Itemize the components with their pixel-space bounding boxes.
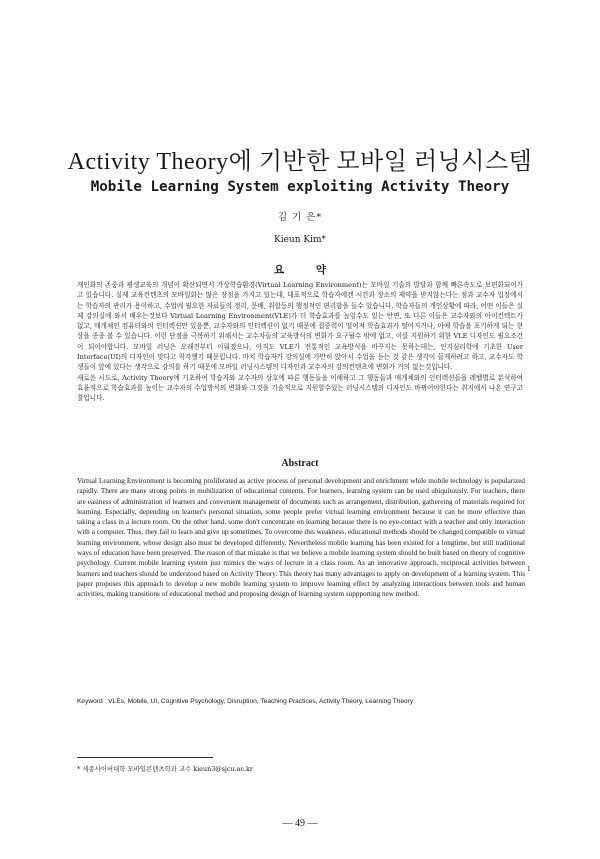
paper-title-korean: Activity Theory에 기반한 모바일 러닝시스템: [67, 149, 533, 175]
author-name-korean: 김 기 은*: [277, 212, 323, 223]
keywords: Keyword : VLEs, Mobile, UI, Cognitive Psychology, Disruption, Teaching Practices, Activity Theory, Learning Theory: [77, 698, 414, 705]
abstract-korean-paragraph-2: 새로운 시도로, Activity Theory에 기초하여 학습자와 교수자의 상호에 따른 행동들을 이해하고 그 행동들과 매개체와의 인터렉션들을 레벨별로 분석하여 효율적으로 학습효과를 높이는 교수자의 수업방식의 변화와 그것을 기술적으로 지원할수있는 러닝시스템의 디자인도 바뀌어야한다는 취지에서 나온 연구고찰입니다.: [77, 373, 523, 403]
margin-mark: 1: [527, 566, 531, 573]
footnote: * 세종사이버대학 모바일콘텐츠학과 교수 kieun3@sjcu.ac.kr: [77, 765, 253, 773]
abstract-heading-english: Abstract: [281, 458, 319, 469]
abstract-korean-paragraph-1: 개인화의 존중과 평생교육의 개념이 확산되면서 가상학습환경(Virtual Learning Environment)는 모바일 기술의 발달과 함께 빠른속도로 보편화되어가고 있습니다. 실제 교육컨텐츠의 모바일화는 많은 장점을 가지고 있는데, 대표적으로 학습자에겐 시간과 장소의 제약을 받지않는다는 점과 교수자 입장에서는 학습자의 관리가 용이하고, 수업에 필요한 자료들의 정리, 문배, 취합등의 행정적인 편리함을 들수 있습니다. 학습자들의 개인상황에 따라, 어떤 이들은 실제 강의실에 와서 배우는것보다 Virtual Learning Environment(VLE)가 더 학습효과를 높일수도 있는 반면, 또 다른 이들은 교수자와의 아이컨텍트가 없고, 매개체인 컴퓨터와의 인터렉션만 있음뿐, 교수자와의 인터렉션이 없기 때문에 집중력이 떨어져 학습효과가 떨어지거나, 아예 학습을 포기하게 되는 현상을 종종 볼 수 있습니다. 이런 단점을 극복하기 위해서는 교수자들의 교육방식의 변화가 요구될수 밖에 없고, 이를 지원하기 위한 VLE 디자인도 필요조건이 되어야합니다. 모바일 러닝은 오래전부터 이뤄졌으나, 아직도 VLE가 전통적인 교육방식을 바꾸지는 못하는데는, 인지심리학에 기초한 User Interface(UI)의 디자인이 맞다고 착각했기 때문입니다. 마치 학습자가 강의실에 가만히 앉아서 수업을 듣는 것 같은 생각이 들게하려고 하고, 교수자도 학생들이 앞에 있다는 생각으로 강의를 하기 때문에 모바일 러닝시스템의 디자인과 교수자의 강의컨텐츠에 변화가 거의 없는것입니다.: [77, 281, 523, 372]
abstract-english-paragraph: Virtual Learning Environment is becoming proliferated as active process of personal development and enrichment while mobile technology is popularized rapidly. There are many strong points in mobilization of educational contents. For learners, learning system can be used ubiquitously. For teachers, there are easiness of administration of learners and convenient management of documents such as arrangement, distribution, gathereing of materials required for learning. Especially, depending on learner's personal situation, some people prefer virtual learning environment because it can be more effective than taking a class in a lecture room. On the other hand, some don't concentrate on learning because there is no eye-contact with a teacher and only interaction with a computer. Thus, they fail to learn and give up sometimes. To overcome this weakness, educational methods should be changed compatible to virtual learning environment, whose design also must be developed differently. Nevertheless mobile learning has been existed for a longtime, but still traditional ways of education have been preserved. The reason of that mistake is that we believe a mobile learning system should be built based on theory of cognitive psychology. Current mobile learning system just mimics the ways of lecture in a class room. As an innovative approach, reciprocal activities between learners and teachers should be understood based on Activity Theory. This theory has many advantages to apply on development of a learning system. This paper proposes this approach to develop a new mobile learning system to improve learning effect by analyzing interactions between tools and human activities, making transitions of educational method and proposing design of learning system suppporting new method.: [77, 477, 525, 599]
abstract-english: [77, 476, 525, 600]
page-number: ― 49 ―: [282, 818, 318, 829]
author-name-english: Kieun Kim*: [273, 235, 327, 245]
paper-title-english: Mobile Learning System exploiting Activity Theory: [90, 179, 510, 195]
abstract-heading-korean: 요 약: [274, 264, 340, 276]
footnote-rule: [77, 757, 213, 758]
abstract-korean: [77, 280, 523, 404]
